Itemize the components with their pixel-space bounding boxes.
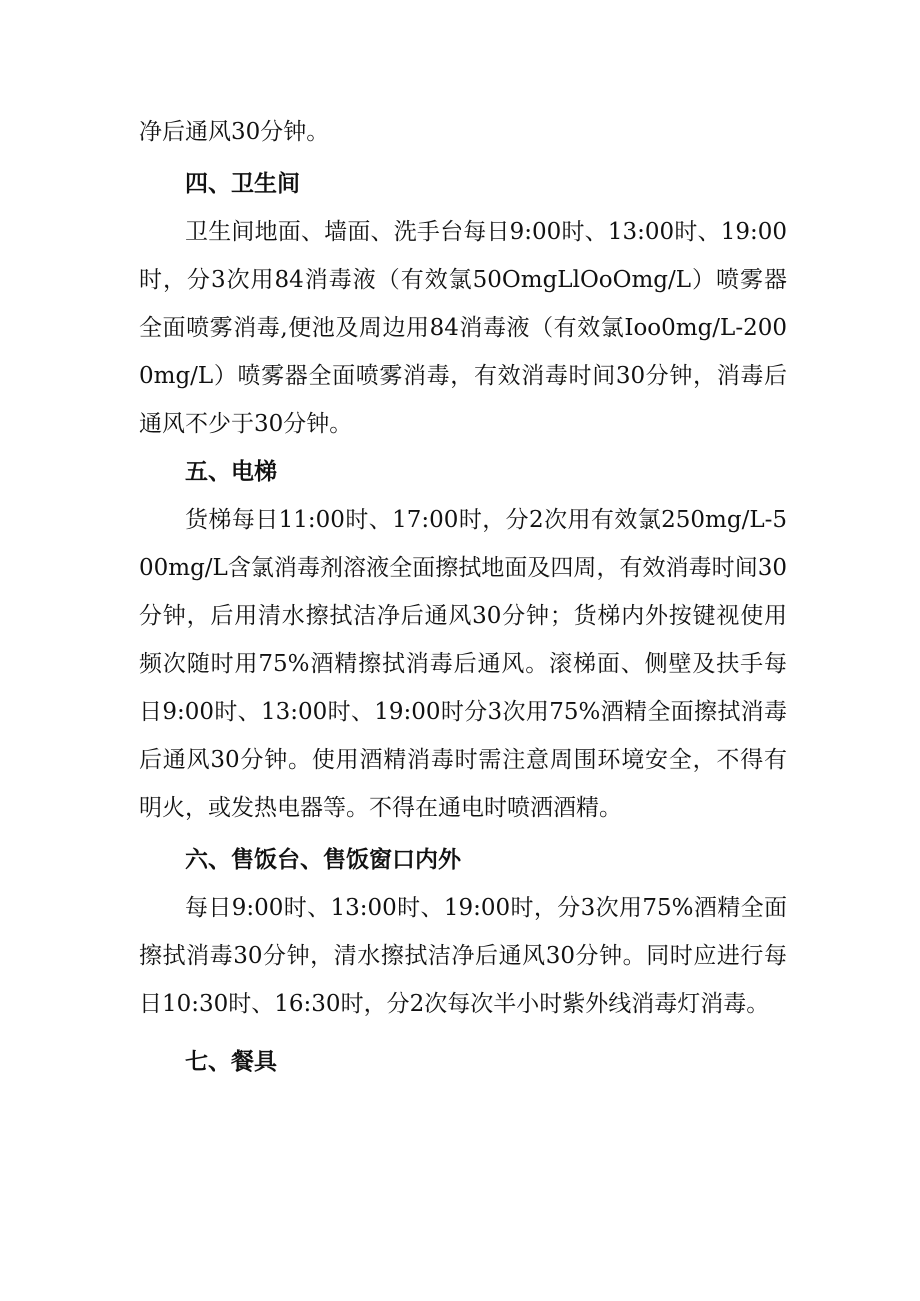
section-heading-food-counter: 六、售饭台、售饭窗口内外 xyxy=(185,847,461,873)
section-heading-elevator: 五、电梯 xyxy=(185,459,277,485)
section-paragraph-restroom: 卫生间地面、墙面、洗手台每日9:00时、13:00时、19:00时，分3次用84消毒液（有效氯50OmgLlOoOmg/L）喷雾器全面喷雾消毒,便池及周边用84消毒液（有效氯Ioo0mg/L-2000mg/L）喷雾器全面喷雾消毒，有效消毒时间30分钟，消毒后通风不少于30分钟。 xyxy=(139,219,787,437)
continuation-paragraph: 净后通风30分钟。 xyxy=(139,119,330,145)
document-body xyxy=(139,108,787,1086)
section-paragraph-food-counter: 每日9:00时、13:00时、19:00时，分3次用75%酒精全面擦拭消毒30分钟，清水擦拭洁净后通风30分钟。同时应进行每日10:30时、16:30时，分2次每次半小时紫外线消毒灯消毒。 xyxy=(139,895,787,1017)
section-heading-restroom: 四、卫生间 xyxy=(185,171,300,197)
section-heading-tableware: 七、餐具 xyxy=(185,1049,277,1075)
section-paragraph-elevator: 货梯每日11:00时、17:00时，分2次用有效氯250mg/L-500mg/L含氯消毒剂溶液全面擦拭地面及四周，有效消毒时间30分钟，后用清水擦拭洁净后通风30分钟；货梯内外按键视使用频次随时用75%酒精擦拭消毒后通风。滚梯面、侧壁及扶手每日9:00时、13:00时、19:00时分3次用75%酒精全面擦拭消毒后通风30分钟。使用酒精消毒时需注意周围环境安全，不得有明火，或发热电器等。不得在通电时喷洒酒精。 xyxy=(139,507,787,821)
